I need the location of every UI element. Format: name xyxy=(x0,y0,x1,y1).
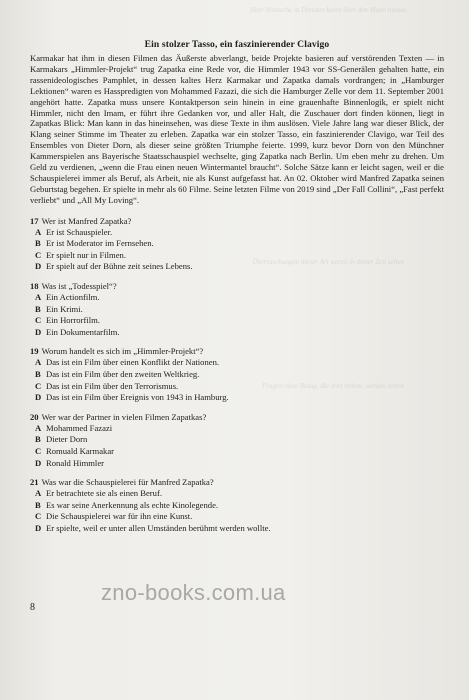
answer-option xyxy=(30,357,444,369)
question-number: 20 xyxy=(30,411,39,422)
question-list xyxy=(30,216,444,535)
option-letter: D xyxy=(35,457,42,468)
option-text: Das ist ein Film über den Terrorismus. xyxy=(46,380,179,391)
option-text: Ein Horrorfilm. xyxy=(46,315,100,326)
page-content xyxy=(30,39,444,543)
option-letter: A xyxy=(35,357,42,368)
option-letter: A xyxy=(35,422,42,433)
option-letter: D xyxy=(35,392,42,403)
answer-option xyxy=(30,458,444,470)
question-prompt xyxy=(30,346,444,357)
answer-option xyxy=(30,488,444,500)
option-text: Er betrachtete sie als einen Beruf. xyxy=(46,488,162,499)
option-text: Romuald Karmakar xyxy=(46,446,115,456)
answer-option xyxy=(30,446,444,458)
question-text: Worum handelt es sich im „Himmler-Projekt“? xyxy=(41,346,204,357)
option-letter: B xyxy=(35,369,41,380)
option-letter: B xyxy=(35,238,41,249)
question-number: 17 xyxy=(30,215,39,226)
option-letter: D xyxy=(35,261,42,272)
question-prompt xyxy=(30,412,444,423)
bleed-through-text: Herr Nietzsche in Dresden kennt über den Mann hinaus xyxy=(250,6,407,14)
question-20 xyxy=(30,412,444,469)
option-text: Er spielte, weil er unter allen Umständen berühmt werden wollte. xyxy=(46,522,271,533)
option-letter: C xyxy=(35,315,42,326)
option-text: Er spielt nur in Filmen. xyxy=(46,249,126,260)
question-prompt xyxy=(30,216,444,227)
article-body: Karmakar hat ihm in diesen Filmen das Äußerste abverlangt, beide Projekte basieren auf verstörenden Texten — in Karmakars „Himmler-Projekt“ trug Zapatka eine Rede vor, die Himmler 1943 vor SS-Generälen gehalten hatte, ein rassenideologisches Pamphlet, in dessen kaltes Herz Karmakar und Zapatka damals vordrangen; in „Hamburger Lektionen“ waren es Hasspredigten von Mohammed Fazazi, die sich die Hamburger Zelle vor dem 11. September 2001 angehört hatte. Zapatka muss unsere Kontaktperson sein hinein in eine grauenhafte Binnenlogik, er spielt nicht Himmler, nicht den Imam, er führt ihre Gedanken vor, und aller Halt, die Zuschauer dort finden können, liegt in Zapatkas Blick: Man kann in das hineinsehen, was diese Texte in ihm auslösen. Viele Jahre lang war dieser Blick, der Klang seiner Stimme im Theater zu erleben. Zapatka war ein stolzer Tasso, ein faszinierender Clavigo, war Teil des Ensembles von Dieter Dorn, als dieser seine größten Triumphe feierte. 1999, kurz bevor Dorn von den Münchner Kammerspielen ans Bayerische Staatsschauspiel wechselte, ging Zapatka nach Berlin. Um eben mehr zu drehen. Um Geld zu verdienen, „wenn die Frau einen neuen Wintermantel braucht“. Solche Sätze kann er leicht sagen, weil er die Schauspielerei immer als Beruf, als Arbeit, nie als Kunst aufgefasst hat. An 02. Oktober wird Manfred Zapatka seinen Geburtstag begehen. Er spielte in mehr als 60 Filme. Seine letzten Filme von 2019 sind „Der Fall Collini“, „Fast perfekt verliebt“ und „All My Loving“. xyxy=(30,53,444,205)
answer-option xyxy=(30,369,444,381)
option-letter: B xyxy=(35,499,41,510)
option-letter: A xyxy=(35,292,42,303)
option-text: Mohammed Fazazi xyxy=(46,422,113,433)
option-text: Ein Actionfilm. xyxy=(46,292,100,303)
answer-option xyxy=(30,261,444,273)
answer-option xyxy=(30,523,444,535)
question-text: Wer ist Manfred Zapatka? xyxy=(41,215,132,226)
option-text: Ronald Himmler xyxy=(46,457,104,468)
article-title: Ein stolzer Tasso, ein faszinierender Clavigo xyxy=(144,39,330,50)
answer-option xyxy=(30,423,444,435)
answer-option xyxy=(30,381,444,393)
option-text: Das ist ein Film über Ereignis von 1943 in Hamburg. xyxy=(46,392,229,403)
option-text: Er spielt auf der Bühne zeit seines Lebens. xyxy=(46,261,193,272)
question-17 xyxy=(30,216,444,273)
option-text: Ein Krimi. xyxy=(46,303,83,314)
question-text: Wer war der Partner in vielen Filmen Zapatkas? xyxy=(41,411,207,422)
question-19 xyxy=(30,346,444,403)
option-letter: D xyxy=(35,326,42,337)
option-text: Die Schauspielerei war für ihn eine Kunst. xyxy=(46,511,193,522)
option-letter: C xyxy=(35,511,42,522)
answer-option xyxy=(30,292,444,304)
answer-option xyxy=(30,434,444,446)
option-text: Das ist ein Film über den zweiten Weltkrieg. xyxy=(46,369,200,380)
bleed-through-text: Fragen ohne Bezug, die dort stehen, werden selten xyxy=(262,382,404,390)
question-number: 19 xyxy=(30,346,39,357)
option-text: Dieter Dorn xyxy=(46,434,88,445)
option-text: Es war seine Anerkennung als echte Kinolegende. xyxy=(46,499,219,510)
question-prompt xyxy=(30,281,444,292)
option-letter: C xyxy=(35,446,42,456)
answer-option xyxy=(30,511,444,523)
answer-option xyxy=(30,227,444,239)
answer-option xyxy=(30,327,444,339)
option-letter: C xyxy=(35,249,42,260)
option-text: Er ist Moderator im Fernsehen. xyxy=(46,238,154,249)
option-letter: C xyxy=(35,380,42,391)
option-text: Das ist ein Film über einen Konflikt der Nationen. xyxy=(46,357,220,368)
question-prompt xyxy=(30,477,444,488)
option-letter: A xyxy=(35,488,42,499)
page-number: 8 xyxy=(30,602,35,613)
answer-option xyxy=(30,238,444,250)
option-letter: A xyxy=(35,226,42,237)
question-21 xyxy=(30,477,444,534)
option-text: Er ist Schauspieler. xyxy=(46,226,113,237)
answer-option xyxy=(30,250,444,262)
answer-option xyxy=(30,315,444,327)
question-text: Was ist „Todesspiel“? xyxy=(41,281,117,292)
option-letter: D xyxy=(35,522,42,533)
question-number: 18 xyxy=(30,281,39,292)
answer-option xyxy=(30,392,444,404)
option-text: Ein Dokumentarfilm. xyxy=(46,326,120,337)
question-number: 21 xyxy=(30,477,39,488)
answer-option xyxy=(30,304,444,316)
question-18 xyxy=(30,281,444,338)
question-text: Was war die Schauspielerei für Manfred Zapatka? xyxy=(41,477,214,488)
bleed-through-text: Überraschungen dieser Art waren in dieser Zeit selten xyxy=(252,258,405,266)
option-letter: B xyxy=(35,303,41,314)
answer-option xyxy=(30,500,444,512)
option-letter: B xyxy=(35,434,41,445)
watermark: zno-books.com.ua xyxy=(101,580,286,605)
